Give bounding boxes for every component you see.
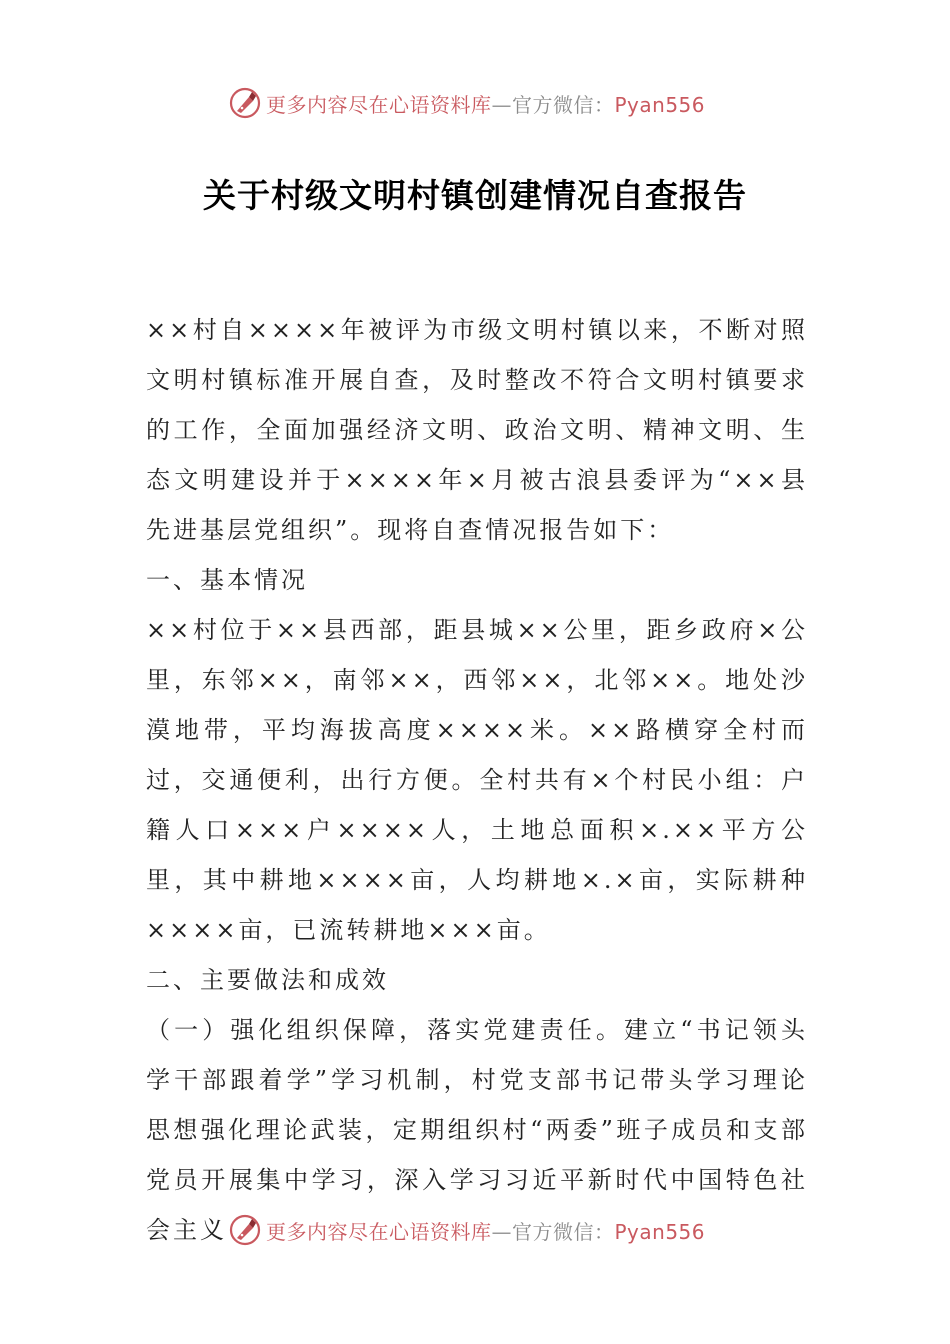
watermark-site-text: 更多内容尽在心语资料库 — [266, 1219, 492, 1244]
watermark-text — [266, 1216, 705, 1245]
document-body — [146, 305, 808, 1255]
watermark-banner-bottom — [228, 1210, 705, 1250]
watermark-text — [266, 89, 705, 118]
watermark-wechat-label: 官方微信： — [512, 1219, 615, 1244]
document-title: 关于村级文明村镇创建情况自查报告 — [203, 176, 747, 215]
watermark-wechat-label: 官方微信： — [512, 92, 615, 117]
section-heading-basic-info: 一、基本情况 — [146, 566, 308, 594]
watermark-wechat-id: Pyan556 — [614, 1219, 706, 1244]
watermark-site-text: 更多内容尽在心语资料库 — [266, 92, 492, 117]
pen-nib-logo-icon — [228, 1213, 262, 1247]
watermark-banner-top — [228, 83, 705, 123]
practices-paragraph: （一）强化组织保障，落实党建责任。建立“书记领头学干部跟着学”学习机制，村党支部书记带头学习理论思想强化理论武装，定期组织村“两委”班子成员和支部党员开展集中学习，深入学习习近平新时代中国特色社会主义 — [146, 1016, 808, 1244]
watermark-separator: — — [491, 92, 512, 117]
intro-paragraph: ××村自××××年被评为市级文明村镇以来，不断对照文明村镇标准开展自查，及时整改不符合文明村镇要求的工作，全面加强经济文明、政治文明、精神文明、生态文明建设并于××××年×月被古浪县委评为“××县先进基层党组织”。现将自查情况报告如下： — [146, 316, 808, 544]
pen-nib-logo-icon — [228, 86, 262, 120]
watermark-separator: — — [491, 1219, 512, 1244]
section-heading-practices: 二、主要做法和成效 — [146, 966, 389, 994]
watermark-wechat-id: Pyan556 — [614, 92, 706, 117]
basic-info-paragraph: ××村位于××县西部，距县城××公里，距乡政府×公里，东邻××，南邻××，西邻××，北邻××。地处沙漠地带，平均海拔高度××××米。××路横穿全村而过，交通便利，出行方便。全村共有×个村民小组：户籍人口×××户××××人，土地总面积×.××平方公里，其中耕地××××亩，人均耕地×.×亩，实际耕种××××亩，已流转耕地×××亩。 — [146, 616, 808, 944]
